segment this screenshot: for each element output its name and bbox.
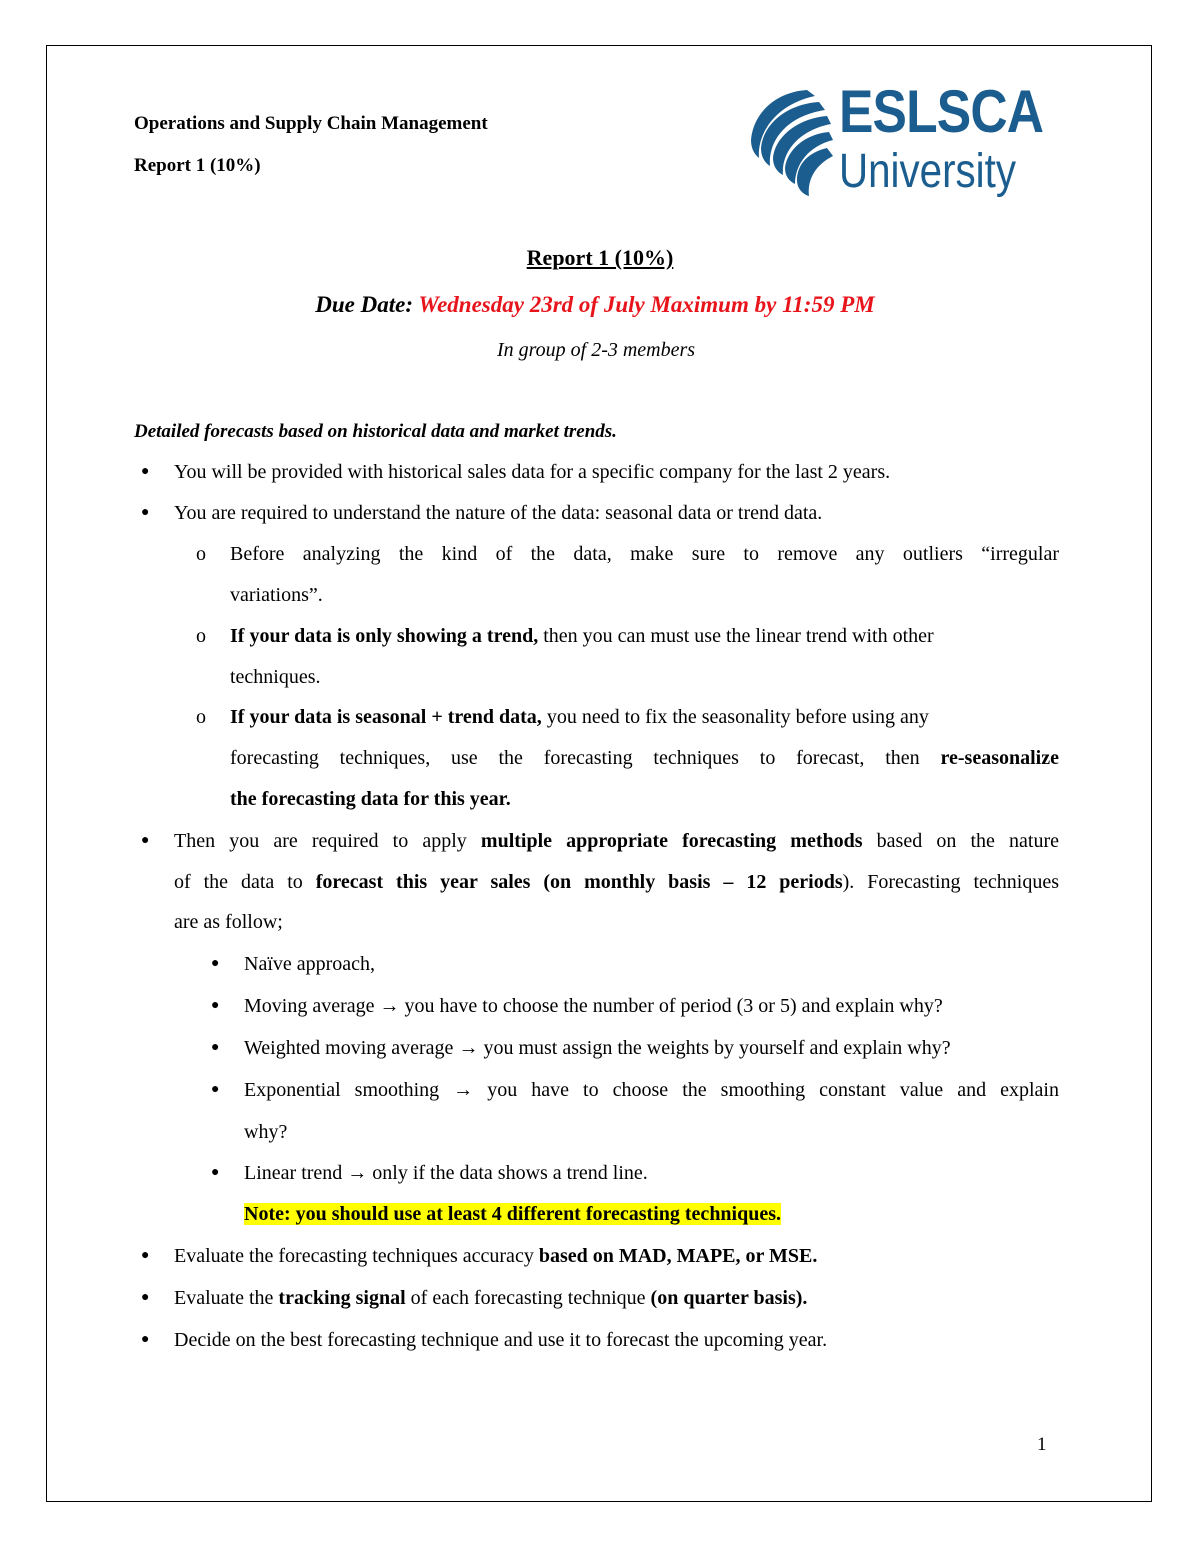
list-item-cont: are as follow; xyxy=(174,911,283,933)
bullet-dot-icon: ● xyxy=(141,833,150,848)
bullet-dot-icon: ● xyxy=(211,1082,220,1097)
sub-list-item-cont: variations”. xyxy=(230,584,323,606)
bullet-dot-icon: ● xyxy=(141,1290,150,1305)
technique-item: Moving average → you have to choose the number of period (3 or 5) and explain why? xyxy=(244,995,943,1017)
report-label: Report 1 (10%) xyxy=(134,155,261,176)
sub-bullet-icon: o xyxy=(196,543,206,565)
highlighted-note: Note: you should use at least 4 different forecasting techniques. xyxy=(244,1203,782,1225)
bullet-dot-icon: ● xyxy=(211,956,220,971)
group-note: In group of 2-3 members xyxy=(496,339,696,361)
page-number: 1 xyxy=(1037,1434,1047,1455)
list-item: You will be provided with historical sales data for a specific company for the last 2 years. xyxy=(174,461,891,483)
bullet-dot-icon: ● xyxy=(211,1040,220,1055)
sub-list-item: If your data is seasonal + trend data, you need to fix the seasonality before using any xyxy=(230,706,929,728)
arrow-right-icon: → xyxy=(453,1079,474,1101)
due-date-label: Due Date: xyxy=(315,292,413,317)
section-heading: Detailed forecasts based on historical data and market trends. xyxy=(134,421,617,442)
arrow-right-icon: → xyxy=(379,995,400,1017)
bullet-dot-icon: ● xyxy=(141,1248,150,1263)
arrow-right-icon: → xyxy=(347,1162,368,1184)
logo-brand-text: ESLSCA xyxy=(839,78,1044,145)
list-item: Decide on the best forecasting technique and use it to forecast the upcoming year. xyxy=(174,1329,828,1351)
sub-list-item-cont: techniques. xyxy=(230,666,321,688)
document-header xyxy=(134,114,488,198)
arrow-right-icon: → xyxy=(458,1037,479,1059)
technique-item: Exponential smoothing → you have to choose the smoothing constant value and explain xyxy=(244,1079,1059,1101)
eslsca-logo xyxy=(745,78,1045,207)
list-item: Evaluate the forecasting techniques accuracy based on MAD, MAPE, or MSE. xyxy=(174,1245,818,1267)
technique-item: Naïve approach, xyxy=(244,953,376,975)
sub-bullet-icon: o xyxy=(196,706,206,728)
bullet-dot-icon: ● xyxy=(141,464,150,479)
sub-list-item: Before analyzing the kind of the data, make sure to remove any outliers “irregular xyxy=(230,543,1059,565)
bullet-dot-icon: ● xyxy=(211,998,220,1013)
technique-item: Linear trend → only if the data shows a trend line. xyxy=(244,1162,648,1184)
logo-sub-text: University xyxy=(839,145,1016,198)
sub-list-item-cont: forecasting techniques, use the forecasting techniques to forecast, then re-seasonalize xyxy=(230,747,1059,769)
bullet-dot-icon: ● xyxy=(141,505,150,520)
list-item: Evaluate the tracking signal of each forecasting technique (on quarter basis). xyxy=(174,1287,808,1309)
list-item: Then you are required to apply multiple appropriate forecasting methods based on the nature xyxy=(174,830,1059,852)
bullet-dot-icon: ● xyxy=(211,1165,220,1180)
swirl-logo-icon xyxy=(745,82,835,207)
list-item: You are required to understand the nature of the data: seasonal data or trend data. xyxy=(174,502,823,524)
course-name: Operations and Supply Chain Management xyxy=(134,113,488,134)
sub-bullet-icon: o xyxy=(196,625,206,647)
sub-list-item-cont: the forecasting data for this year. xyxy=(230,788,511,810)
technique-item: Weighted moving average → you must assign the weights by yourself and explain why? xyxy=(244,1037,951,1059)
report-title: Report 1 (10%) xyxy=(526,245,674,270)
due-date-value: Wednesday 23rd of July Maximum by 11:59 PM xyxy=(418,292,875,317)
bullet-dot-icon: ● xyxy=(141,1332,150,1347)
sub-list-item: If your data is only showing a trend, then you can must use the linear trend with other xyxy=(230,625,934,647)
list-item-cont: of the data to forecast this year sales (on monthly basis – 12 periods). Forecasting techniques xyxy=(174,871,1059,893)
technique-item-cont: why? xyxy=(244,1121,288,1143)
due-date-line xyxy=(0,292,1190,318)
